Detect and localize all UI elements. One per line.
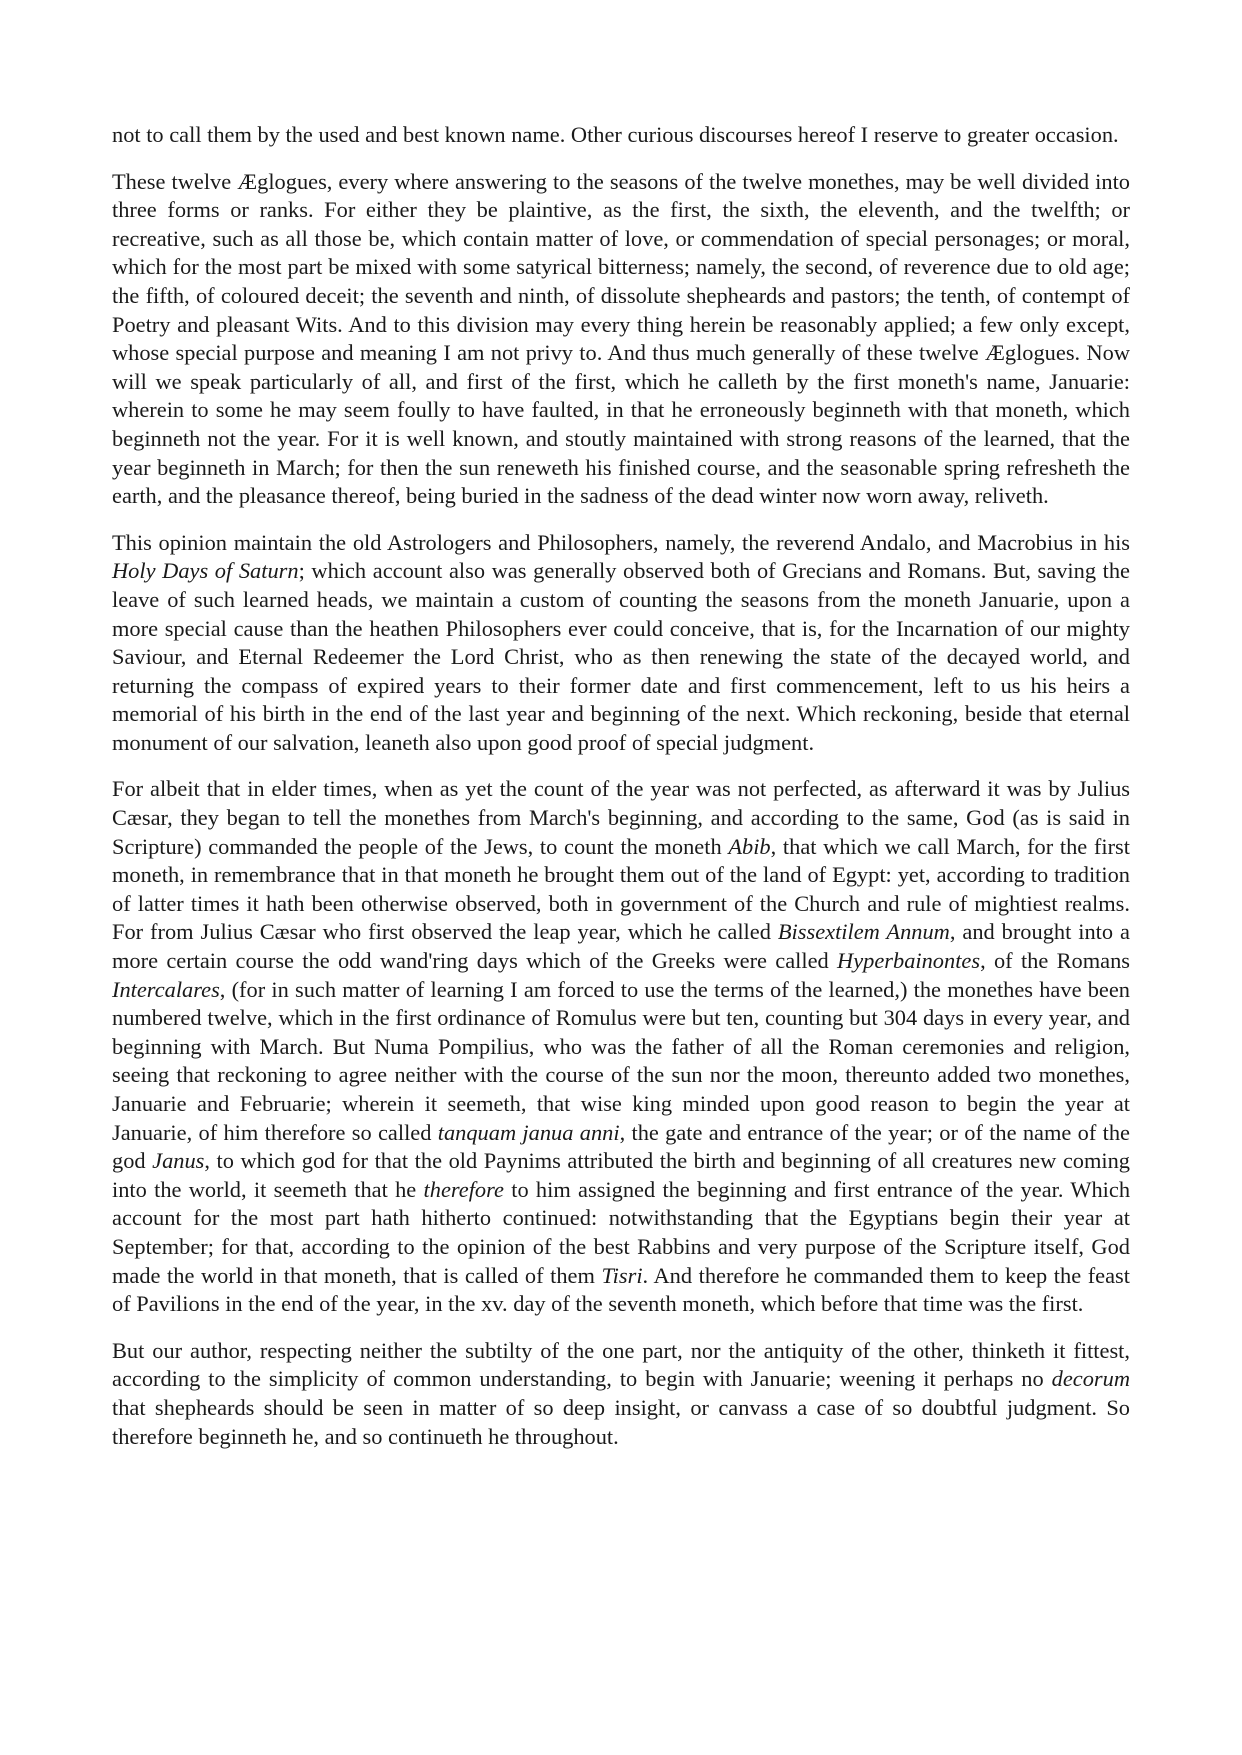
italic-term-abib: Abib [728,833,771,859]
paragraph-2 [112,168,1130,511]
text-run: that shepheards should be seen in matter of so deep insight, or canvass a case of so doubtful judgment. So therefore beginneth he, and so continueth he throughout. [112,1394,1130,1449]
text-run: These twelve Æglogues, every where answering to the seasons of the twelve monethes, may be well divided into three forms or ranks. For either they be plaintive, as the first, the sixth, the eleventh, and the twelfth; or recreative, such as all those be, which contain matter of love, or commendation of special personages; or moral, which for the most part be mixed with some satyrical bitterness; namely, the second, of reverence due to old age; the fifth, of coloured deceit; the seventh and ninth, of dissolute shepheards and pastors; the tenth, of contempt of Poetry and pleasant Wits. And to this division may every thing herein be reasonably applied; a few only except, whose special purpose and meaning I am not privy to. And thus much generally of these twelve Æglogues. Now will we speak particularly of all, and first of the first, which he calleth by the first moneth's name, Januarie: wherein to some he may seem foully to have faulted, in that he erroneously beginneth with that moneth, which beginneth not the year. For it is well known, and stoutly maintained with strong reasons of the learned, that the year beginneth in March; for then the sun reneweth his finished course, and the seasonable spring refresheth the earth, and the pleasance thereof, being buried in the sadness of the dead winter now worn away, reliveth. [112,168,1130,509]
text-run: , that which we call March, for the first moneth, in remembrance that in that moneth he brought them out of the land of Egypt: yet, according to tradition of latter times it hath been otherwise observed, both in government of the Church and rule of mightiest realms. For from Julius Cæsar who first observed the leap year, which he called [112,833,1130,945]
text-run: , and brought into a more certain course the odd wand'ring days which of the Greeks were called [112,919,1130,974]
text-run: ; which account also was generally observed both of Grecians and Romans. But, saving the leave of such learned heads, we maintain a custom of counting the seasons from the moneth Januarie, upon a more special cause than the heathen Philosophers ever could conceive, that is, for the Incarnation of our mighty Saviour, and Eternal Redeemer the Lord Christ, who as then renewing the state of the decayed world, and returning the compass of expired years to their former date and first commencement, left to us his heirs a memorial of his birth in the end of the last year and beginning of the next. Which reckoning, beside that eternal monument of our salvation, leaneth also upon good proof of special judgment. [112,558,1130,755]
paragraph-4 [112,775,1130,1318]
text-run: , of the Romans [980,948,1131,974]
text-run: . And therefore he commanded them to keep the feast of Pavilions in the end of the year, in the xv. day of the seventh moneth, which before that time was the first. [112,1262,1130,1317]
paragraph-1 [112,121,1130,150]
text-run: , (for in such matter of learning I am forced to use the terms of the learned,) the monethes have been numbered twelve, which in the first ordinance of Romulus were but ten, counting but 304 days in every year, and beginning with March. But Numa Pompilius, who was the father of all the Roman ceremonies and religion, seeing that reckoning to agree neither with the course of the sun nor the moon, thereunto added two monethes, Januarie and Februarie; wherein it seemeth, that wise king minded upon good reason to begin the year at Januarie, of him therefore so called [112,976,1130,1145]
italic-term-intercalares: Intercalares [112,976,220,1002]
text-run: , to which god for that the old Paynims attributed the birth and beginning of all creatures new coming into the world, it seemeth that he [112,1148,1130,1202]
text-run: not to call them by the used and best known name. Other curious discourses hereof I reserve to greater occasion. [112,122,1119,147]
text-run: But our author, respecting neither the subtilty of the one part, nor the antiquity of the other, thinketh it fittest, according to the simplicity of common understanding, to begin with Januarie; weening it perhaps no [112,1337,1130,1392]
italic-term-tisri: Tisri [601,1262,643,1288]
text-run: For albeit that in elder times, when as yet the count of the year was not perfected, as afterward it was by Julius Cæsar, they began to tell the monethes from March's beginning, and according to the same, God (as is said in Scripture) commanded the people of the Jews, to count the moneth [112,776,1130,859]
italic-term-decorum: decorum [1051,1366,1130,1392]
italic-term-hyperbainontes: Hyperbainontes [837,948,981,974]
text-run: This opinion maintain the old Astrologers and Philosophers, namely, the reverend Andalo, and Macrobius in his [112,529,1130,555]
italic-term-tanquam-janua-anni: tanquam janua anni [437,1119,620,1145]
text-run: to him assigned the beginning and first entrance of the year. Which account for the most part hath hitherto continued: notwithstanding that the Egyptians begin their year at September; for that, according to the opinion of the best Rabbins and very purpose of the Scripture itself, God made the world in that moneth, that is called of them [112,1176,1131,1288]
italic-term-bissextilem-annum: Bissextilem Annum [777,919,950,945]
document-page [112,121,1130,1451]
italic-title-holy-days-of-saturn: Holy Days of Saturn [112,558,299,584]
italic-term-janus: Janus [152,1148,205,1174]
paragraph-3 [112,529,1130,758]
italic-term-therefore: therefore [423,1176,504,1202]
paragraph-5 [112,1337,1130,1451]
text-run: , the gate and entrance of the year; or of the name of the god [112,1119,1130,1174]
